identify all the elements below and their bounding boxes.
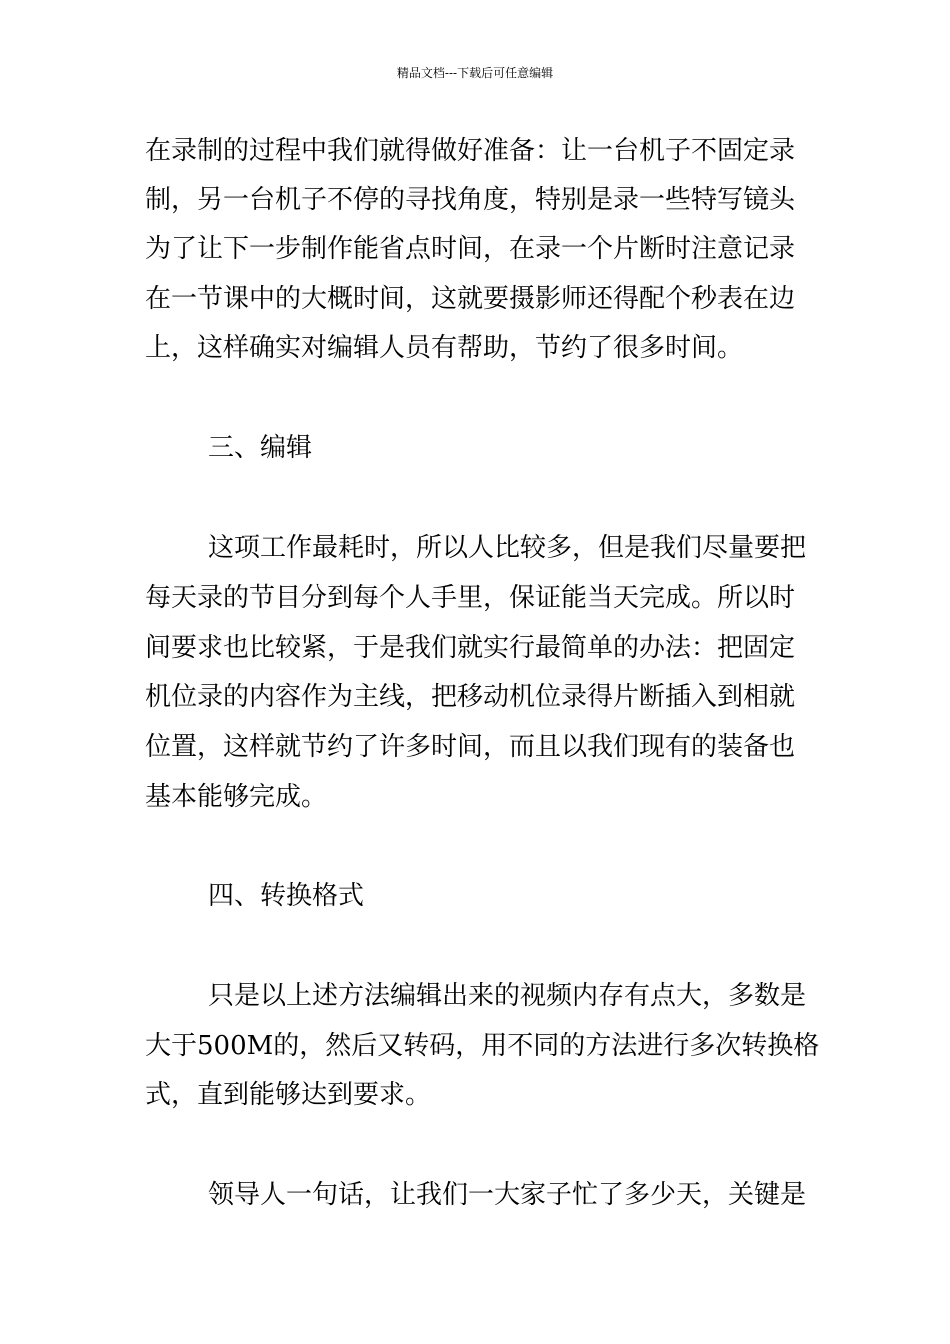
- paragraph-line: 大于500M的，然后又转码，用不同的方法进行多次转换格: [145, 1031, 820, 1061]
- paragraph-line: 位置，这样就节约了许多时间，而且以我们现有的装备也: [145, 732, 796, 762]
- paragraph-line: 为了让下一步制作能省点时间，在录一个片断时注意记录: [145, 234, 796, 264]
- page-header: 精品文档---下载后可任意编辑: [396, 66, 554, 80]
- paragraph-line: 只是以上述方法编辑出来的视频内存有点大，多数是: [208, 981, 807, 1011]
- section-heading: 三、编辑: [208, 433, 313, 463]
- paragraph-line: 制，另一台机子不停的寻找角度，特别是录一些特写镜头: [145, 185, 796, 215]
- paragraph-line: 在录制的过程中我们就得做好准备：让一台机子不固定录: [145, 136, 796, 166]
- paragraph-line: 基本能够完成。: [145, 782, 328, 812]
- paragraph-line: 在一节课中的大概时间，这就要摄影师还得配个秒表在边: [145, 284, 796, 314]
- paragraph-line: 这项工作最耗时，所以人比较多，但是我们尽量要把: [208, 533, 807, 563]
- paragraph-line: 上，这样确实对编辑人员有帮助，节约了很多时间。: [145, 333, 744, 363]
- paragraph-line: 领导人一句话，让我们一大家子忙了多少天，关键是: [208, 1180, 807, 1210]
- section-heading: 四、转换格式: [208, 881, 365, 911]
- paragraph-line: 式，直到能够达到要求。: [145, 1080, 432, 1110]
- paragraph-line: 机位录的内容作为主线，把移动机位录得片断插入到相就: [145, 682, 796, 712]
- paragraph-line: 间要求也比较紧，于是我们就实行最简单的办法：把固定: [145, 633, 796, 663]
- paragraph-line: 每天录的节目分到每个人手里，保证能当天完成。所以时: [145, 583, 796, 613]
